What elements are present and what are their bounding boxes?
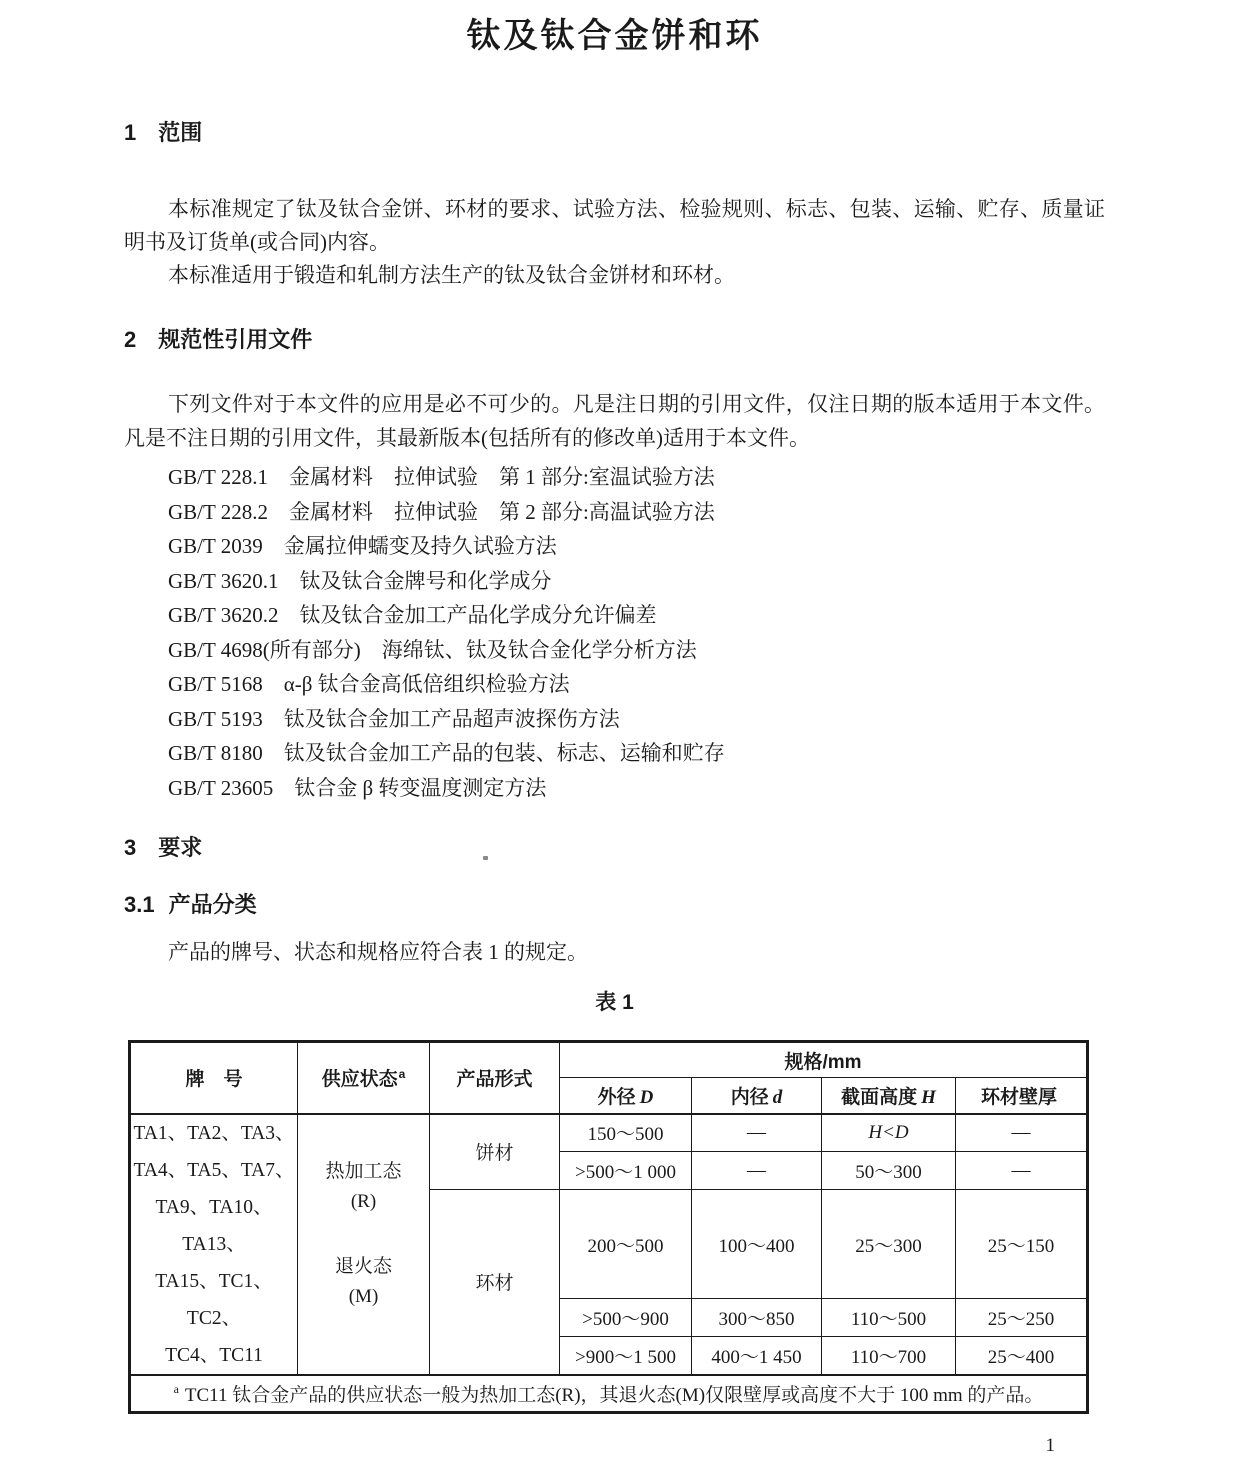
section-3-1-title: 产品分类 bbox=[168, 892, 257, 917]
cell-inner-diameter: — bbox=[692, 1152, 822, 1190]
supply-state-annealed: 退火态 (M) bbox=[334, 1256, 392, 1307]
section-1-title: 范围 bbox=[158, 120, 203, 145]
cell-outer-diameter: 150～500 bbox=[560, 1114, 692, 1152]
cell-inner-diameter: 400～1 450 bbox=[692, 1337, 822, 1375]
cell-section-height: 25～300 bbox=[822, 1190, 956, 1299]
col-header-inner-diameter: 内径 d bbox=[692, 1078, 822, 1114]
section-1-paragraph-2: 本标准适用于锻造和轧制方法生产的钛及钛合金饼材和环材。 bbox=[168, 263, 735, 287]
section-3-1-paragraph: 产品的牌号、状态和规格应符合表 1 的规定。 bbox=[168, 940, 588, 964]
table-1-caption: 表 1 bbox=[595, 991, 634, 1014]
scan-artifact-dot bbox=[483, 856, 488, 860]
cell-inner-diameter: 300～850 bbox=[692, 1299, 822, 1337]
supply-state-hot-worked: 热加工态 (R) bbox=[325, 1161, 402, 1212]
cell-ring-wall: — bbox=[956, 1114, 1088, 1152]
col-header-spec-group: 规格/mm bbox=[560, 1042, 1088, 1078]
document-title: 钛及钛合金饼和环 bbox=[466, 17, 763, 55]
cell-ring-wall: 25～150 bbox=[956, 1190, 1088, 1299]
reference-item: GB/T 23605 钛合金 β 转变温度测定方法 bbox=[168, 775, 547, 800]
section-2-number: 2 bbox=[124, 327, 137, 352]
section-1-paragraph-1: 本标准规定了钛及钛合金饼、环材的要求、试验方法、检验规则、标志、包装、运输、贮存、质量证明书及订货单(或合同)内容。 bbox=[124, 197, 1105, 254]
cell-outer-diameter: 200～500 bbox=[560, 1190, 692, 1299]
table-1 bbox=[128, 1040, 1089, 1414]
col-header-section-height: 截面高度 H bbox=[822, 1078, 956, 1114]
col-header-product-form: 产品形式 bbox=[430, 1042, 560, 1114]
col-header-ring-wall-thickness: 环材壁厚 bbox=[956, 1078, 1088, 1114]
product-form-ring: 环材 bbox=[430, 1190, 560, 1375]
cell-section-height: 110～500 bbox=[822, 1299, 956, 1337]
reference-item: GB/T 3620.1 钛及钛合金牌号和化学成分 bbox=[168, 568, 552, 593]
reference-item: GB/T 228.2 金属材料 拉伸试验 第 2 部分:高温试验方法 bbox=[168, 499, 715, 524]
footnote-text: TC11 钛合金产品的供应状态一般为热加工态(R)，其退火态(M)仅限壁厚或高度不大于 100 mm 的产品。 bbox=[184, 1384, 1044, 1406]
grade-list-cell: TA1、TA2、TA3、 TA4、TA5、TA7、 TA9、TA10、TA13、 TA15、TC1、TC2、 TC4、TC11 bbox=[130, 1114, 298, 1375]
cell-ring-wall: 25～400 bbox=[956, 1337, 1088, 1375]
section-2-heading bbox=[124, 325, 1105, 355]
cell-section-height: 110～700 bbox=[822, 1337, 956, 1375]
section-3-1-heading bbox=[124, 891, 1105, 919]
reference-item: GB/T 5193 钛及钛合金加工产品超声波探伤方法 bbox=[168, 706, 620, 731]
supply-state-cell bbox=[298, 1114, 430, 1375]
cell-section-height: 50～300 bbox=[822, 1152, 956, 1190]
reference-item: GB/T 4698(所有部分) 海绵钛、钛及钛合金化学分析方法 bbox=[168, 637, 697, 662]
reference-item: GB/T 228.1 金属材料 拉伸试验 第 1 部分:室温试验方法 bbox=[168, 465, 715, 489]
reference-item: GB/T 8180 钛及钛合金加工产品的包装、标志、运输和贮存 bbox=[168, 741, 725, 765]
product-form-cake: 饼材 bbox=[430, 1114, 560, 1190]
cell-ring-wall: — bbox=[956, 1152, 1088, 1190]
table-row bbox=[130, 1114, 1088, 1152]
supply-state-footnote-marker: a bbox=[398, 1066, 406, 1081]
cell-section-height: H<D bbox=[822, 1114, 956, 1152]
cell-inner-diameter: 100～400 bbox=[692, 1190, 822, 1299]
footnote-marker: a bbox=[173, 1382, 179, 1397]
section-2-paragraph: 下列文件对于本文件的应用是必不可少的。凡是注日期的引用文件，仅注日期的版本适用于本文件。凡是不注日期的引用文件，其最新版本(包括所有的修改单)适用于本文件。 bbox=[124, 392, 1105, 450]
reference-item: GB/T 5168 α-β 钛合金高低倍组织检验方法 bbox=[168, 672, 570, 696]
section-1-number: 1 bbox=[124, 120, 137, 145]
col-header-grade: 牌 号 bbox=[130, 1042, 298, 1114]
section-2-title: 规范性引用文件 bbox=[158, 327, 313, 352]
table-footnote bbox=[130, 1375, 1088, 1413]
section-1-heading bbox=[124, 118, 1105, 148]
section-3-number: 3 bbox=[124, 835, 137, 860]
cell-ring-wall: 25～250 bbox=[956, 1299, 1088, 1337]
section-3-heading bbox=[124, 833, 1105, 863]
col-header-supply-state bbox=[298, 1042, 430, 1114]
cell-inner-diameter: — bbox=[692, 1114, 822, 1152]
normative-references-list bbox=[124, 460, 1105, 805]
cell-outer-diameter: >900～1 500 bbox=[560, 1337, 692, 1375]
page-number: 1 bbox=[1045, 1435, 1055, 1456]
table-footnote-row bbox=[130, 1375, 1088, 1413]
cell-outer-diameter: >500～900 bbox=[560, 1299, 692, 1337]
col-header-outer-diameter: 外径 D bbox=[560, 1078, 692, 1114]
section-3-title: 要求 bbox=[158, 835, 203, 860]
cell-outer-diameter: >500～1 000 bbox=[560, 1152, 692, 1190]
supply-state-label: 供应状态 bbox=[321, 1069, 398, 1091]
reference-item: GB/T 2039 金属拉伸蠕变及持久试验方法 bbox=[168, 534, 557, 558]
reference-item: GB/T 3620.2 钛及钛合金加工产品化学成分允许偏差 bbox=[168, 603, 657, 627]
section-3-1-number: 3.1 bbox=[124, 892, 155, 917]
